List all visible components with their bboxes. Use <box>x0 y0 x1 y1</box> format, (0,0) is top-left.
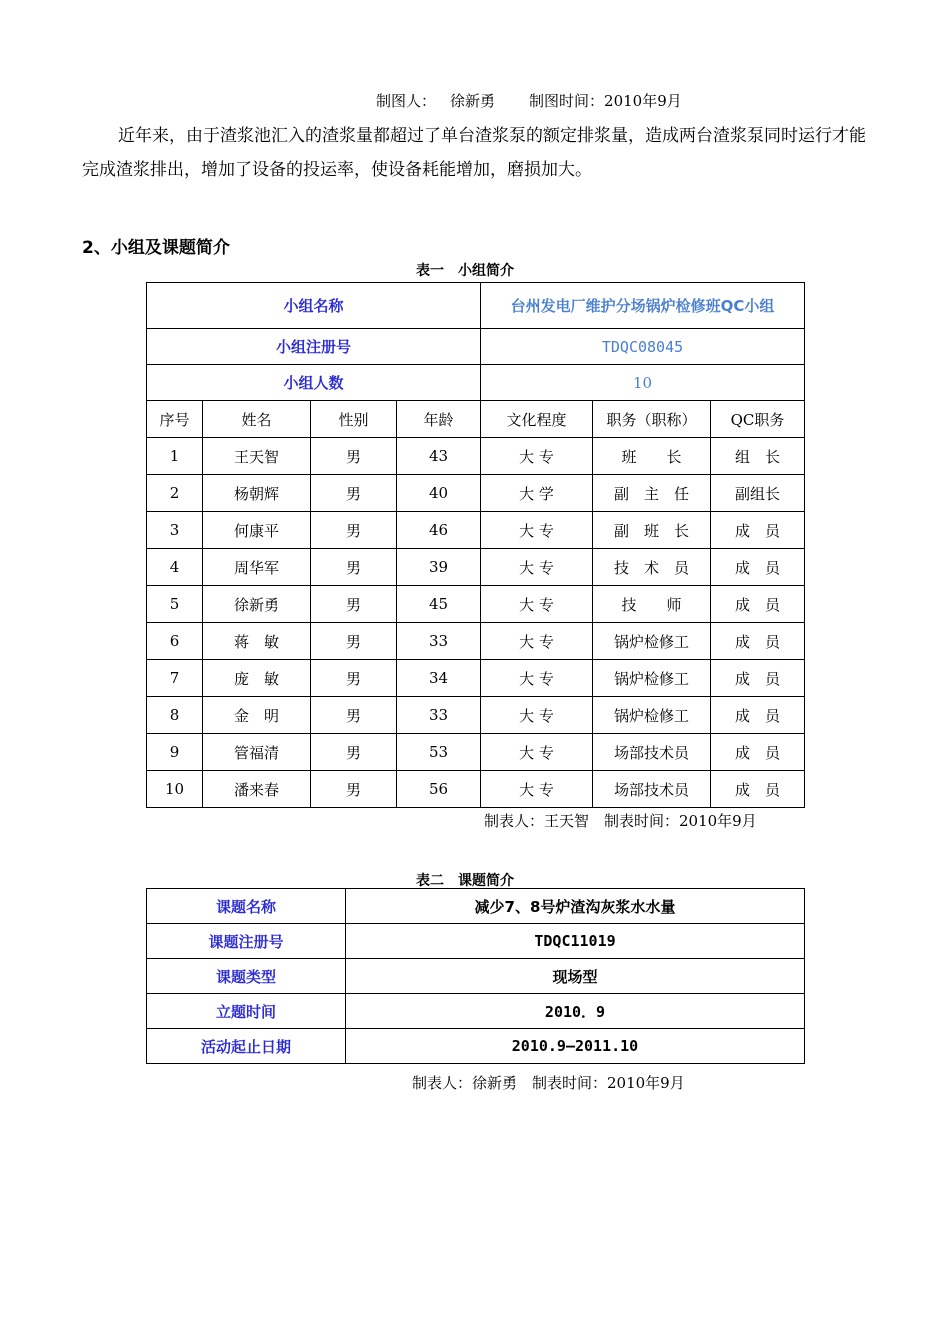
topic-value: 2010.9—2011.10 <box>346 1029 805 1064</box>
table-cell: 成 员 <box>711 771 805 808</box>
table-cell: 技 师 <box>593 586 711 623</box>
topic-label: 课题类型 <box>147 959 346 994</box>
figure-maker-label: 制图人： <box>376 92 437 110</box>
table-cell: 大 专 <box>481 549 593 586</box>
group-name-label: 小组名称 <box>147 283 481 329</box>
topic-label: 立题时间 <box>147 994 346 1029</box>
table-cell: 7 <box>147 660 203 697</box>
table-cell: 大 专 <box>481 660 593 697</box>
table-cell: 男 <box>311 475 397 512</box>
member-rows <box>147 438 805 808</box>
table-cell: 3 <box>147 512 203 549</box>
table-cell: 2 <box>147 475 203 512</box>
table-row <box>147 512 805 549</box>
table-cell: 45 <box>397 586 481 623</box>
table-cell: 成 员 <box>711 697 805 734</box>
table-row <box>147 549 805 586</box>
figure-time-label: 制图时间： <box>529 92 605 110</box>
topic-value: 减少7、8号炉渣沟灰浆水水量 <box>346 889 805 924</box>
table-cell: 4 <box>147 549 203 586</box>
table-cell: 蒋 敏 <box>203 623 311 660</box>
table-cell: 33 <box>397 697 481 734</box>
table-cell: 43 <box>397 438 481 475</box>
topic-value: 2010．9 <box>346 994 805 1029</box>
section-title: 2、小组及课题简介 <box>82 238 230 258</box>
table-cell: 男 <box>311 697 397 734</box>
table-cell: 大 专 <box>481 697 593 734</box>
table2-footer: 制表人：徐新勇 制表时间：2010年9月 <box>412 1074 685 1092</box>
topic-value: 现场型 <box>346 959 805 994</box>
group-count-label: 小组人数 <box>147 365 481 401</box>
table-cell: 男 <box>311 549 397 586</box>
table-cell: 成 员 <box>711 660 805 697</box>
table-cell: 40 <box>397 475 481 512</box>
table-cell: 大 专 <box>481 734 593 771</box>
topic-value: TDQC11019 <box>346 924 805 959</box>
table-cell: 副 班 长 <box>593 512 711 549</box>
group-name-value: 台州发电厂维护分场锅炉检修班QC小组 <box>481 283 805 329</box>
table-cell: 9 <box>147 734 203 771</box>
table-cell: 锅炉检修工 <box>593 623 711 660</box>
table-cell: 成 员 <box>711 549 805 586</box>
group-reg-label: 小组注册号 <box>147 329 481 365</box>
topic-label: 课题名称 <box>147 889 346 924</box>
table-row <box>147 771 805 808</box>
table-cell: 徐新勇 <box>203 586 311 623</box>
table-row <box>147 994 805 1029</box>
header-cell: 序号 <box>147 401 203 438</box>
table-cell: 锅炉检修工 <box>593 697 711 734</box>
table-cell: 56 <box>397 771 481 808</box>
table-cell: 管福清 <box>203 734 311 771</box>
table-cell: 庞 敏 <box>203 660 311 697</box>
table-cell: 男 <box>311 438 397 475</box>
table-cell: 何康平 <box>203 512 311 549</box>
table-cell: 10 <box>147 771 203 808</box>
header-cell: 性别 <box>311 401 397 438</box>
table-row <box>147 438 805 475</box>
table-cell: 6 <box>147 623 203 660</box>
table-cell: 1 <box>147 438 203 475</box>
table-row <box>147 623 805 660</box>
table-cell: 王天智 <box>203 438 311 475</box>
table-cell: 53 <box>397 734 481 771</box>
table-row <box>147 586 805 623</box>
table-cell: 5 <box>147 586 203 623</box>
table-cell: 锅炉检修工 <box>593 660 711 697</box>
table-cell: 副组长 <box>711 475 805 512</box>
table-cell: 大 专 <box>481 438 593 475</box>
paragraph-text: 近年来，由于渣浆池汇入的渣浆量都超过了单台渣浆泵的额定排浆量，造成两台渣浆泵同时运行才能完成渣浆排出，增加了设备的投运率，使设备耗能增加，磨损加大。 <box>82 126 866 180</box>
figure-credit <box>376 90 682 111</box>
header-cell: 年龄 <box>397 401 481 438</box>
table-cell: 39 <box>397 549 481 586</box>
group-count-value: 10 <box>481 365 805 401</box>
table-row <box>147 1029 805 1064</box>
topic-label: 活动起止日期 <box>147 1029 346 1064</box>
figure-maker-name: 徐新勇 <box>450 92 496 110</box>
table-cell: 大 专 <box>481 623 593 660</box>
table-cell: 46 <box>397 512 481 549</box>
table-header-row <box>147 401 805 438</box>
table-cell: 成 员 <box>711 734 805 771</box>
topic-label: 课题注册号 <box>147 924 346 959</box>
table-cell: 34 <box>397 660 481 697</box>
table1-caption: 表一 小组简介 <box>416 263 514 279</box>
table-cell: 杨朝辉 <box>203 475 311 512</box>
table-cell: 男 <box>311 512 397 549</box>
table-cell: 大 专 <box>481 586 593 623</box>
topic-info-table <box>146 888 805 1064</box>
table-cell: 副 主 任 <box>593 475 711 512</box>
table-cell: 8 <box>147 697 203 734</box>
table-row <box>147 889 805 924</box>
group-reg-value: TDQC08045 <box>481 329 805 365</box>
table-row <box>147 924 805 959</box>
table-cell: 男 <box>311 734 397 771</box>
table-cell: 成 员 <box>711 512 805 549</box>
table-cell: 33 <box>397 623 481 660</box>
table-cell: 周华军 <box>203 549 311 586</box>
header-cell: 文化程度 <box>481 401 593 438</box>
table-cell: 男 <box>311 771 397 808</box>
table-cell: 大 学 <box>481 475 593 512</box>
table-cell: 大 专 <box>481 512 593 549</box>
header-cell: QC职务 <box>711 401 805 438</box>
header-cell: 姓名 <box>203 401 311 438</box>
table-row <box>147 660 805 697</box>
table-cell: 金 明 <box>203 697 311 734</box>
intro-paragraph <box>82 119 872 187</box>
table-cell: 班 长 <box>593 438 711 475</box>
table1-footer: 制表人：王天智 制表时间：2010年9月 <box>484 812 757 830</box>
table-cell: 场部技术员 <box>593 771 711 808</box>
figure-time-value: 2010年9月 <box>604 92 682 110</box>
table2-caption: 表二 课题简介 <box>416 873 514 889</box>
table-cell: 组 长 <box>711 438 805 475</box>
table-row <box>147 959 805 994</box>
table-cell: 成 员 <box>711 623 805 660</box>
table-cell: 潘来春 <box>203 771 311 808</box>
table-cell: 场部技术员 <box>593 734 711 771</box>
table-row <box>147 734 805 771</box>
header-cell: 职务（职称） <box>593 401 711 438</box>
table-cell: 大 专 <box>481 771 593 808</box>
group-info-table <box>146 282 805 808</box>
table-cell: 技 术 员 <box>593 549 711 586</box>
table-cell: 男 <box>311 660 397 697</box>
table-row <box>147 475 805 512</box>
table-row <box>147 697 805 734</box>
table-cell: 男 <box>311 623 397 660</box>
table-cell: 男 <box>311 586 397 623</box>
table-cell: 成 员 <box>711 586 805 623</box>
